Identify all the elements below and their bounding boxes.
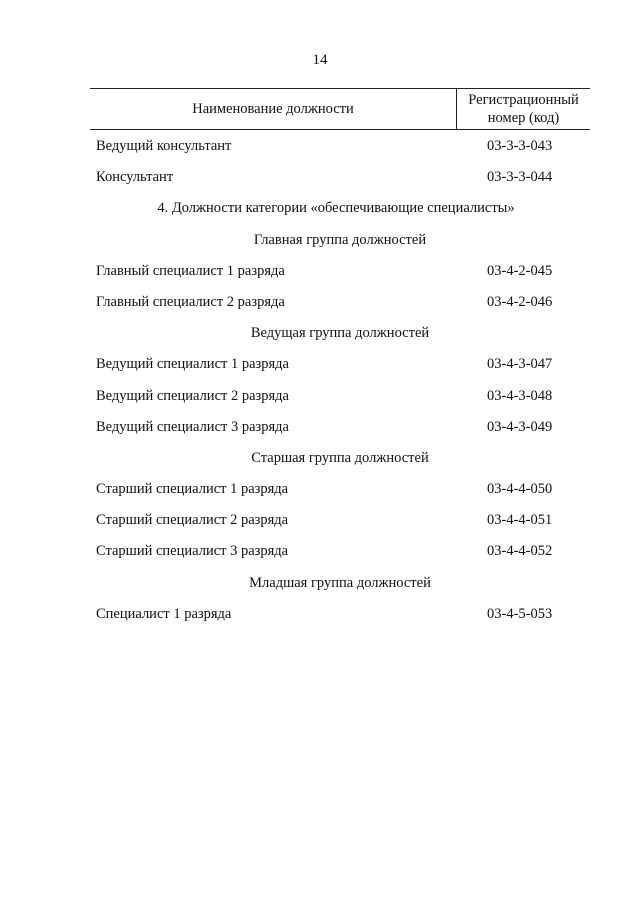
position-name: Старший специалист 1 разряда bbox=[96, 481, 289, 498]
table-row bbox=[90, 506, 590, 537]
group-heading bbox=[90, 569, 590, 600]
position-name: Ведущий специалист 2 разряда bbox=[96, 387, 289, 404]
group-heading bbox=[90, 319, 590, 350]
header-position-name: Наименование должности bbox=[192, 101, 354, 117]
group-title: Младшая группа должностей bbox=[249, 574, 431, 591]
section-title: 4. Должности категории «обеспечивающие специалисты» bbox=[157, 200, 515, 217]
position-name: Специалист 1 разряда bbox=[96, 605, 232, 622]
position-name: Консультант bbox=[96, 169, 174, 186]
table-row bbox=[90, 413, 590, 444]
table-row bbox=[90, 600, 590, 631]
position-code: 03-4-4-051 bbox=[487, 512, 553, 529]
table-row bbox=[90, 132, 590, 163]
position-code: 03-4-4-052 bbox=[487, 543, 553, 560]
position-name: Главный специалист 1 разряда bbox=[96, 262, 285, 279]
position-code: 03-4-5-053 bbox=[487, 605, 553, 622]
table-row bbox=[90, 537, 590, 568]
position-code: 03-4-3-049 bbox=[487, 418, 553, 435]
group-heading bbox=[90, 226, 590, 257]
position-code: 03-3-3-043 bbox=[487, 138, 553, 154]
position-code: 03-4-3-048 bbox=[487, 387, 553, 404]
position-code: 03-4-4-050 bbox=[487, 481, 553, 498]
position-name: Ведущий консультант bbox=[96, 138, 232, 154]
position-name: Старший специалист 2 разряда bbox=[96, 512, 289, 529]
page-number: 14 bbox=[312, 52, 328, 68]
group-heading bbox=[90, 444, 590, 475]
header-code-line1: Регистрационный bbox=[468, 92, 579, 108]
table-row bbox=[90, 257, 590, 288]
table-header bbox=[90, 88, 590, 130]
position-name: Старший специалист 3 разряда bbox=[96, 543, 289, 560]
table-row bbox=[90, 350, 590, 381]
group-title: Главная группа должностей bbox=[253, 231, 427, 248]
header-code-line2: номер (код) bbox=[487, 110, 560, 126]
position-code: 03-4-2-045 bbox=[487, 262, 553, 279]
position-name: Ведущий специалист 3 разряда bbox=[96, 418, 289, 435]
position-code: 03-4-2-046 bbox=[487, 293, 553, 310]
section-heading bbox=[90, 194, 590, 225]
positions-table bbox=[90, 88, 590, 622]
position-name: Главный специалист 2 разряда bbox=[96, 293, 285, 310]
position-code: 03-4-3-047 bbox=[487, 356, 553, 373]
table-row bbox=[90, 163, 590, 194]
table-row bbox=[90, 288, 590, 319]
group-title: Ведущая группа должностей bbox=[250, 325, 430, 342]
table-body bbox=[90, 132, 590, 631]
position-code: 03-3-3-044 bbox=[487, 169, 553, 186]
group-title: Старшая группа должностей bbox=[251, 449, 429, 466]
header-registration-code bbox=[457, 91, 590, 127]
table-row bbox=[90, 382, 590, 413]
table-row bbox=[90, 475, 590, 506]
position-name: Ведущий специалист 1 разряда bbox=[96, 356, 289, 373]
